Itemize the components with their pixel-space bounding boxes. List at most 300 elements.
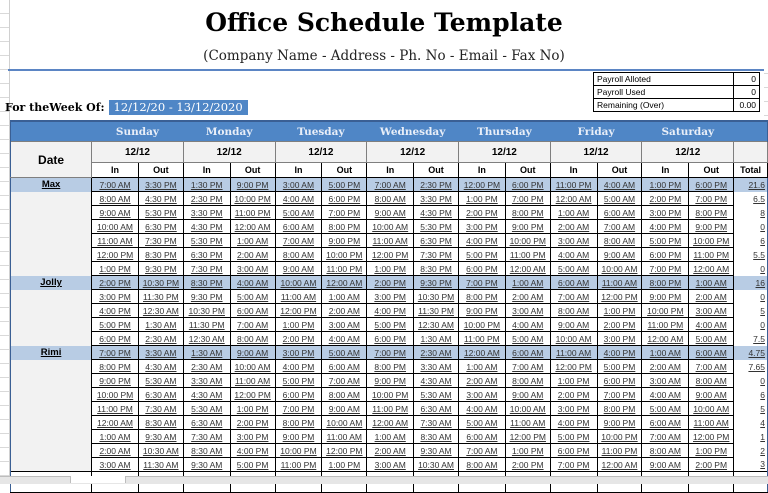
time-cell-sunday-in[interactable]: 7:00 AM <box>92 178 139 192</box>
employee-name-max[interactable]: Max <box>11 178 92 192</box>
time-cell-saturday-in[interactable]: 1:00 PM <box>642 178 689 192</box>
time-cell-wednesday-in[interactable]: 1:00 PM <box>367 262 414 276</box>
time-cell-wednesday-out[interactable]: 11:30 PM <box>414 304 459 318</box>
time-cell-monday-in[interactable]: 6:30 AM <box>183 416 230 430</box>
time-cell-monday-out[interactable]: 9:00 AM <box>230 346 275 360</box>
time-cell-monday-in[interactable]: 6:30 PM <box>183 248 230 262</box>
total-hours-cell[interactable]: 1 <box>734 430 768 444</box>
time-cell-tuesday-out[interactable]: 11:00 PM <box>322 262 367 276</box>
time-cell-monday-in[interactable]: 5:30 AM <box>183 402 230 416</box>
time-cell-thursday-in[interactable]: 12:00 AM <box>458 346 505 360</box>
total-hours-cell[interactable]: 7.5 <box>734 332 768 346</box>
time-cell-saturday-in[interactable]: 3:00 AM <box>642 374 689 388</box>
time-cell-saturday-in[interactable]: 3:00 PM <box>642 206 689 220</box>
time-cell-monday-out[interactable]: 3:00 PM <box>230 430 275 444</box>
time-cell-wednesday-out[interactable]: 2:30 AM <box>414 346 459 360</box>
time-cell-friday-out[interactable]: 10:00 AM <box>597 262 642 276</box>
time-cell-friday-in[interactable]: 2:00 PM <box>550 388 597 402</box>
time-cell-friday-out[interactable]: 5:00 PM <box>597 360 642 374</box>
time-cell-friday-in[interactable]: 4:00 PM <box>550 416 597 430</box>
time-cell-monday-in[interactable]: 7:30 PM <box>183 262 230 276</box>
time-cell-tuesday-in[interactable]: 4:00 PM <box>275 360 322 374</box>
time-cell-thursday-in[interactable]: 2:00 AM <box>458 374 505 388</box>
time-cell-wednesday-in[interactable]: 2:00 AM <box>367 444 414 458</box>
time-cell-monday-out[interactable]: 9:00 PM <box>230 178 275 192</box>
time-cell-wednesday-out[interactable]: 12:30 AM <box>414 318 459 332</box>
time-cell-tuesday-in[interactable]: 12:00 PM <box>275 304 322 318</box>
time-cell-saturday-out[interactable]: 5:00 AM <box>689 332 734 346</box>
time-cell-saturday-out[interactable]: 10:00 AM <box>689 402 734 416</box>
time-cell-wednesday-out[interactable]: 4:30 PM <box>414 206 459 220</box>
date-cell-monday[interactable]: 12/12 <box>183 142 275 163</box>
time-cell-sunday-out[interactable]: 11:30 AM <box>138 458 183 472</box>
time-cell-sunday-out[interactable]: 6:30 PM <box>138 220 183 234</box>
time-cell-wednesday-in[interactable]: 2:00 PM <box>367 276 414 290</box>
time-cell-monday-in[interactable]: 12:30 AM <box>183 332 230 346</box>
time-cell-wednesday-in[interactable]: 4:00 PM <box>367 304 414 318</box>
time-cell-sunday-in[interactable]: 9:00 AM <box>92 206 139 220</box>
time-cell-saturday-in[interactable]: 7:00 AM <box>642 430 689 444</box>
time-cell-monday-out[interactable]: 7:00 AM <box>230 318 275 332</box>
time-cell-thursday-in[interactable]: 4:00 AM <box>458 402 505 416</box>
time-cell-monday-in[interactable]: 8:30 AM <box>183 444 230 458</box>
time-cell-thursday-out[interactable]: 2:00 PM <box>505 458 550 472</box>
time-cell-monday-in[interactable]: 4:30 PM <box>183 220 230 234</box>
time-cell-wednesday-in[interactable]: 11:00 AM <box>367 234 414 248</box>
time-cell-thursday-out[interactable]: 6:00 PM <box>505 178 550 192</box>
time-cell-friday-out[interactable]: 7:00 PM <box>597 388 642 402</box>
time-cell-friday-in[interactable]: 11:00 PM <box>550 178 597 192</box>
time-cell-friday-in[interactable]: 12:00 PM <box>550 360 597 374</box>
time-cell-saturday-out[interactable]: 11:00 AM <box>689 416 734 430</box>
time-cell-friday-out[interactable]: 1:00 PM <box>597 304 642 318</box>
time-cell-wednesday-in[interactable]: 8:00 AM <box>367 192 414 206</box>
time-cell-wednesday-out[interactable]: 8:30 PM <box>414 262 459 276</box>
time-cell-thursday-out[interactable]: 11:00 AM <box>505 416 550 430</box>
time-cell-wednesday-out[interactable]: 9:30 AM <box>414 444 459 458</box>
time-cell-tuesday-in[interactable]: 3:00 AM <box>275 178 322 192</box>
time-cell-friday-out[interactable]: 3:00 PM <box>597 332 642 346</box>
time-cell-tuesday-out[interactable]: 10:00 PM <box>322 248 367 262</box>
time-cell-thursday-in[interactable]: 8:00 PM <box>458 290 505 304</box>
time-cell-thursday-out[interactable]: 5:00 AM <box>505 332 550 346</box>
time-cell-sunday-in[interactable]: 3:00 PM <box>92 290 139 304</box>
payroll-remaining-value[interactable]: 0.00 <box>734 99 760 112</box>
time-cell-wednesday-out[interactable]: 10:30 PM <box>414 290 459 304</box>
time-cell-monday-in[interactable]: 8:30 PM <box>183 276 230 290</box>
time-cell-saturday-in[interactable]: 11:00 PM <box>642 318 689 332</box>
time-cell-thursday-out[interactable]: 9:00 AM <box>505 388 550 402</box>
time-cell-thursday-in[interactable]: 2:00 PM <box>458 206 505 220</box>
time-cell-tuesday-in[interactable]: 5:00 PM <box>275 374 322 388</box>
time-cell-monday-in[interactable]: 9:30 PM <box>183 290 230 304</box>
date-cell-sunday[interactable]: 12/12 <box>92 142 184 163</box>
time-cell-thursday-in[interactable]: 4:00 PM <box>458 234 505 248</box>
time-cell-thursday-in[interactable]: 12:00 PM <box>458 178 505 192</box>
time-cell-tuesday-in[interactable]: 8:00 PM <box>275 416 322 430</box>
time-cell-monday-out[interactable]: 1:00 PM <box>230 402 275 416</box>
time-cell-sunday-in[interactable]: 8:00 PM <box>92 360 139 374</box>
time-cell-friday-out[interactable]: 12:00 AM <box>597 458 642 472</box>
time-cell-friday-out[interactable]: 6:00 AM <box>597 206 642 220</box>
time-cell-monday-in[interactable]: 1:30 AM <box>183 346 230 360</box>
time-cell-thursday-out[interactable]: 3:00 AM <box>505 304 550 318</box>
time-cell-thursday-out[interactable]: 7:00 PM <box>505 192 550 206</box>
time-cell-friday-in[interactable]: 11:00 AM <box>550 346 597 360</box>
time-cell-sunday-out[interactable]: 5:30 AM <box>138 374 183 388</box>
time-cell-wednesday-in[interactable]: 12:00 PM <box>367 248 414 262</box>
time-cell-saturday-out[interactable]: 4:00 AM <box>689 318 734 332</box>
total-hours-cell[interactable]: 0 <box>734 262 768 276</box>
time-cell-thursday-out[interactable]: 11:00 PM <box>505 248 550 262</box>
time-cell-thursday-in[interactable]: 6:00 AM <box>458 430 505 444</box>
time-cell-wednesday-in[interactable]: 6:00 PM <box>367 332 414 346</box>
time-cell-sunday-in[interactable]: 12:00 PM <box>92 248 139 262</box>
time-cell-saturday-out[interactable]: 9:00 PM <box>689 220 734 234</box>
total-hours-cell[interactable]: 0 <box>734 318 768 332</box>
time-cell-saturday-in[interactable]: 5:00 PM <box>642 234 689 248</box>
time-cell-wednesday-in[interactable]: 7:00 PM <box>367 346 414 360</box>
total-hours-cell[interactable]: 3 <box>734 458 768 472</box>
total-hours-cell[interactable]: 0 <box>734 220 768 234</box>
time-cell-tuesday-in[interactable]: 2:00 PM <box>275 332 322 346</box>
total-hours-cell[interactable]: 7.65 <box>734 360 768 374</box>
payroll-used-value[interactable]: 0 <box>734 86 760 99</box>
time-cell-wednesday-in[interactable]: 3:00 AM <box>367 458 414 472</box>
time-cell-tuesday-out[interactable]: 1:00 PM <box>322 458 367 472</box>
time-cell-thursday-out[interactable]: 6:00 AM <box>505 346 550 360</box>
time-cell-thursday-out[interactable]: 4:00 AM <box>505 318 550 332</box>
time-cell-monday-out[interactable]: 8:00 AM <box>230 332 275 346</box>
total-hours-cell[interactable]: 21.6 <box>734 178 768 192</box>
time-cell-sunday-out[interactable]: 4:30 AM <box>138 360 183 374</box>
time-cell-wednesday-in[interactable]: 5:00 PM <box>367 318 414 332</box>
time-cell-tuesday-out[interactable]: 9:00 AM <box>322 402 367 416</box>
time-cell-thursday-out[interactable]: 1:00 AM <box>505 276 550 290</box>
time-cell-wednesday-out[interactable]: 2:30 PM <box>414 178 459 192</box>
time-cell-monday-in[interactable]: 9:30 AM <box>183 458 230 472</box>
time-cell-monday-out[interactable]: 2:00 AM <box>230 248 275 262</box>
time-cell-thursday-out[interactable]: 12:00 AM <box>505 262 550 276</box>
time-cell-saturday-out[interactable]: 8:00 AM <box>689 374 734 388</box>
time-cell-saturday-out[interactable]: 6:00 AM <box>689 346 734 360</box>
time-cell-wednesday-out[interactable]: 7:30 AM <box>414 416 459 430</box>
time-cell-thursday-in[interactable]: 5:00 PM <box>458 248 505 262</box>
time-cell-sunday-out[interactable]: 10:30 PM <box>138 276 183 290</box>
time-cell-thursday-in[interactable]: 3:00 PM <box>458 220 505 234</box>
time-cell-tuesday-out[interactable]: 2:00 AM <box>322 304 367 318</box>
week-of-value[interactable]: 12/12/20 - 13/12/2020 <box>109 100 248 115</box>
time-cell-saturday-in[interactable]: 4:00 AM <box>642 388 689 402</box>
time-cell-thursday-in[interactable]: 5:00 AM <box>458 416 505 430</box>
time-cell-tuesday-in[interactable]: 1:00 PM <box>275 318 322 332</box>
time-cell-sunday-out[interactable]: 4:30 PM <box>138 192 183 206</box>
time-cell-tuesday-in[interactable]: 6:00 AM <box>275 220 322 234</box>
time-cell-saturday-out[interactable]: 12:00 PM <box>689 430 734 444</box>
time-cell-saturday-in[interactable]: 5:00 AM <box>642 402 689 416</box>
time-cell-thursday-out[interactable]: 8:00 PM <box>505 206 550 220</box>
time-cell-friday-in[interactable]: 2:00 AM <box>550 220 597 234</box>
time-cell-monday-in[interactable]: 4:30 AM <box>183 388 230 402</box>
time-cell-monday-out[interactable]: 4:00 PM <box>230 444 275 458</box>
time-cell-thursday-out[interactable]: 10:00 AM <box>505 402 550 416</box>
time-cell-friday-in[interactable]: 6:00 AM <box>550 276 597 290</box>
time-cell-thursday-in[interactable]: 7:00 PM <box>458 276 505 290</box>
time-cell-sunday-in[interactable]: 4:00 PM <box>92 304 139 318</box>
time-cell-wednesday-out[interactable]: 3:30 AM <box>414 360 459 374</box>
time-cell-saturday-in[interactable]: 9:00 PM <box>642 290 689 304</box>
time-cell-wednesday-in[interactable]: 3:00 PM <box>367 290 414 304</box>
time-cell-tuesday-out[interactable]: 8:00 AM <box>322 388 367 402</box>
time-cell-wednesday-out[interactable]: 5:30 PM <box>414 220 459 234</box>
time-cell-thursday-in[interactable]: 3:00 AM <box>458 388 505 402</box>
time-cell-friday-in[interactable]: 10:00 AM <box>550 332 597 346</box>
time-cell-tuesday-in[interactable]: 6:00 PM <box>275 388 322 402</box>
time-cell-thursday-out[interactable]: 7:00 AM <box>505 360 550 374</box>
time-cell-sunday-in[interactable]: 10:00 AM <box>92 220 139 234</box>
total-hours-cell[interactable]: 16 <box>734 276 768 290</box>
time-cell-sunday-out[interactable]: 2:30 AM <box>138 332 183 346</box>
time-cell-saturday-out[interactable]: 1:00 AM <box>689 276 734 290</box>
time-cell-sunday-in[interactable]: 2:00 PM <box>92 276 139 290</box>
time-cell-thursday-in[interactable]: 6:00 PM <box>458 262 505 276</box>
time-cell-wednesday-out[interactable]: 8:30 AM <box>414 430 459 444</box>
time-cell-sunday-in[interactable]: 7:00 PM <box>92 346 139 360</box>
time-cell-tuesday-out[interactable]: 4:00 AM <box>322 332 367 346</box>
time-cell-wednesday-out[interactable]: 6:30 AM <box>414 402 459 416</box>
time-cell-friday-out[interactable]: 7:00 AM <box>597 220 642 234</box>
time-cell-sunday-out[interactable]: 3:30 AM <box>138 346 183 360</box>
time-cell-wednesday-out[interactable]: 1:30 AM <box>414 332 459 346</box>
time-cell-sunday-in[interactable]: 6:00 PM <box>92 332 139 346</box>
time-cell-sunday-out[interactable]: 8:30 AM <box>138 416 183 430</box>
time-cell-sunday-in[interactable]: 5:00 PM <box>92 318 139 332</box>
time-cell-friday-out[interactable]: 6:00 PM <box>597 374 642 388</box>
total-hours-cell[interactable]: 0 <box>734 290 768 304</box>
total-hours-cell[interactable]: 8 <box>734 206 768 220</box>
time-cell-saturday-out[interactable]: 7:00 AM <box>689 360 734 374</box>
total-hours-cell[interactable]: 4.75 <box>734 346 768 360</box>
time-cell-wednesday-in[interactable]: 11:00 PM <box>367 402 414 416</box>
time-cell-tuesday-out[interactable]: 7:00 PM <box>322 206 367 220</box>
time-cell-tuesday-in[interactable]: 11:00 AM <box>275 290 322 304</box>
date-cell-saturday[interactable]: 12/12 <box>642 142 734 163</box>
time-cell-sunday-in[interactable]: 2:00 AM <box>92 444 139 458</box>
time-cell-friday-out[interactable]: 9:00 PM <box>597 416 642 430</box>
date-cell-tuesday[interactable]: 12/12 <box>275 142 367 163</box>
time-cell-thursday-out[interactable]: 2:00 AM <box>505 290 550 304</box>
time-cell-sunday-in[interactable]: 1:00 PM <box>92 262 139 276</box>
time-cell-thursday-out[interactable]: 12:00 PM <box>505 430 550 444</box>
time-cell-sunday-out[interactable]: 5:30 PM <box>138 206 183 220</box>
time-cell-sunday-in[interactable]: 1:00 AM <box>92 430 139 444</box>
time-cell-monday-in[interactable]: 1:30 PM <box>183 178 230 192</box>
time-cell-saturday-in[interactable]: 9:00 AM <box>642 458 689 472</box>
total-hours-cell[interactable]: 0 <box>734 374 768 388</box>
time-cell-friday-out[interactable]: 11:00 AM <box>597 276 642 290</box>
time-cell-monday-out[interactable]: 11:00 PM <box>230 206 275 220</box>
time-cell-sunday-in[interactable]: 3:00 AM <box>92 458 139 472</box>
time-cell-friday-out[interactable]: 11:00 PM <box>597 444 642 458</box>
time-cell-wednesday-in[interactable]: 1:00 AM <box>367 430 414 444</box>
time-cell-sunday-in[interactable]: 8:00 AM <box>92 192 139 206</box>
time-cell-thursday-in[interactable]: 10:00 PM <box>458 318 505 332</box>
time-cell-wednesday-in[interactable]: 8:00 PM <box>367 360 414 374</box>
time-cell-friday-in[interactable]: 7:00 PM <box>550 458 597 472</box>
time-cell-friday-in[interactable]: 5:00 AM <box>550 262 597 276</box>
total-hours-cell[interactable]: 5.5 <box>734 248 768 262</box>
time-cell-sunday-out[interactable]: 6:30 AM <box>138 388 183 402</box>
time-cell-wednesday-in[interactable]: 9:00 AM <box>367 206 414 220</box>
time-cell-friday-out[interactable]: 9:00 AM <box>597 248 642 262</box>
time-cell-wednesday-in[interactable]: 12:00 AM <box>367 416 414 430</box>
time-cell-thursday-in[interactable]: 11:00 PM <box>458 332 505 346</box>
time-cell-wednesday-out[interactable]: 7:30 PM <box>414 248 459 262</box>
time-cell-saturday-in[interactable]: 2:00 PM <box>642 192 689 206</box>
time-cell-sunday-out[interactable]: 9:30 PM <box>138 262 183 276</box>
time-cell-friday-out[interactable]: 10:00 PM <box>597 430 642 444</box>
time-cell-saturday-in[interactable]: 4:00 PM <box>642 220 689 234</box>
time-cell-monday-in[interactable]: 2:30 AM <box>183 360 230 374</box>
time-cell-monday-out[interactable]: 10:00 AM <box>230 360 275 374</box>
total-hours-cell[interactable]: 6 <box>734 234 768 248</box>
employee-name-rimi[interactable]: Rimi <box>11 346 92 360</box>
sheet-tab-active[interactable] <box>70 476 126 483</box>
total-hours-cell[interactable]: 2 <box>734 444 768 458</box>
time-cell-monday-out[interactable]: 5:00 AM <box>230 290 275 304</box>
time-cell-friday-in[interactable]: 12:00 AM <box>550 192 597 206</box>
time-cell-thursday-out[interactable]: 8:00 AM <box>505 374 550 388</box>
time-cell-thursday-in[interactable]: 8:00 AM <box>458 458 505 472</box>
time-cell-friday-in[interactable]: 5:00 PM <box>550 430 597 444</box>
time-cell-sunday-in[interactable]: 12:00 AM <box>92 416 139 430</box>
time-cell-wednesday-out[interactable]: 4:30 AM <box>414 374 459 388</box>
time-cell-monday-out[interactable]: 12:00 PM <box>230 388 275 402</box>
time-cell-tuesday-out[interactable]: 8:00 PM <box>322 220 367 234</box>
time-cell-tuesday-in[interactable]: 7:00 PM <box>275 402 322 416</box>
time-cell-wednesday-out[interactable]: 10:30 AM <box>414 458 459 472</box>
time-cell-wednesday-out[interactable]: 9:30 PM <box>414 276 459 290</box>
time-cell-wednesday-out[interactable]: 3:30 PM <box>414 192 459 206</box>
time-cell-tuesday-out[interactable]: 9:00 PM <box>322 234 367 248</box>
time-cell-saturday-in[interactable]: 12:00 AM <box>642 332 689 346</box>
time-cell-wednesday-in[interactable]: 10:00 AM <box>367 220 414 234</box>
time-cell-monday-out[interactable]: 2:00 PM <box>230 416 275 430</box>
time-cell-tuesday-out[interactable]: 5:00 PM <box>322 178 367 192</box>
time-cell-saturday-out[interactable]: 2:00 PM <box>689 458 734 472</box>
time-cell-monday-in[interactable]: 3:30 AM <box>183 374 230 388</box>
time-cell-saturday-out[interactable]: 6:00 PM <box>689 178 734 192</box>
time-cell-saturday-in[interactable]: 6:00 AM <box>642 416 689 430</box>
time-cell-monday-out[interactable]: 4:00 AM <box>230 276 275 290</box>
time-cell-friday-in[interactable]: 8:00 AM <box>550 304 597 318</box>
time-cell-sunday-out[interactable]: 3:30 PM <box>138 178 183 192</box>
time-cell-sunday-out[interactable]: 12:30 AM <box>138 304 183 318</box>
time-cell-saturday-out[interactable]: 11:00 PM <box>689 248 734 262</box>
time-cell-monday-in[interactable]: 10:30 PM <box>183 304 230 318</box>
time-cell-saturday-in[interactable]: 2:00 AM <box>642 360 689 374</box>
time-cell-tuesday-in[interactable]: 4:00 AM <box>275 192 322 206</box>
time-cell-tuesday-out[interactable]: 1:00 AM <box>322 290 367 304</box>
time-cell-wednesday-in[interactable]: 10:00 PM <box>367 388 414 402</box>
time-cell-friday-out[interactable]: 8:00 AM <box>597 234 642 248</box>
time-cell-tuesday-out[interactable]: 12:00 AM <box>322 276 367 290</box>
time-cell-monday-in[interactable]: 5:30 PM <box>183 234 230 248</box>
time-cell-sunday-out[interactable]: 11:30 PM <box>138 290 183 304</box>
time-cell-friday-in[interactable]: 1:00 AM <box>550 206 597 220</box>
time-cell-monday-in[interactable]: 7:30 AM <box>183 430 230 444</box>
time-cell-friday-in[interactable]: 4:00 AM <box>550 248 597 262</box>
time-cell-sunday-in[interactable]: 11:00 PM <box>92 402 139 416</box>
time-cell-thursday-in[interactable]: 1:00 PM <box>458 192 505 206</box>
time-cell-sunday-in[interactable]: 9:00 PM <box>92 374 139 388</box>
time-cell-saturday-out[interactable]: 7:00 PM <box>689 192 734 206</box>
time-cell-thursday-out[interactable]: 1:00 PM <box>505 444 550 458</box>
date-cell-friday[interactable]: 12/12 <box>550 142 642 163</box>
time-cell-tuesday-in[interactable]: 7:00 AM <box>275 234 322 248</box>
time-cell-friday-out[interactable]: 12:00 PM <box>597 290 642 304</box>
time-cell-wednesday-out[interactable]: 5:30 AM <box>414 388 459 402</box>
time-cell-sunday-out[interactable]: 1:30 AM <box>138 318 183 332</box>
total-hours-cell[interactable]: 6.5 <box>734 192 768 206</box>
time-cell-tuesday-out[interactable]: 6:00 PM <box>322 192 367 206</box>
time-cell-monday-out[interactable]: 5:00 PM <box>230 458 275 472</box>
time-cell-tuesday-in[interactable]: 9:00 AM <box>275 262 322 276</box>
total-hours-cell[interactable]: 5 <box>734 304 768 318</box>
time-cell-wednesday-in[interactable]: 9:00 PM <box>367 374 414 388</box>
time-cell-sunday-out[interactable]: 9:30 AM <box>138 430 183 444</box>
time-cell-sunday-out[interactable]: 7:30 PM <box>138 234 183 248</box>
time-cell-thursday-in[interactable]: 9:00 PM <box>458 304 505 318</box>
time-cell-friday-out[interactable]: 5:00 AM <box>597 192 642 206</box>
time-cell-saturday-in[interactable]: 6:00 PM <box>642 248 689 262</box>
time-cell-tuesday-out[interactable]: 12:00 PM <box>322 444 367 458</box>
time-cell-monday-out[interactable]: 3:00 AM <box>230 262 275 276</box>
time-cell-monday-out[interactable]: 10:00 PM <box>230 192 275 206</box>
time-cell-friday-in[interactable]: 1:00 PM <box>550 374 597 388</box>
time-cell-tuesday-in[interactable]: 10:00 PM <box>275 444 322 458</box>
time-cell-friday-out[interactable]: 4:00 PM <box>597 346 642 360</box>
time-cell-monday-in[interactable]: 2:30 PM <box>183 192 230 206</box>
time-cell-saturday-in[interactable]: 10:00 PM <box>642 304 689 318</box>
time-cell-wednesday-in[interactable]: 7:00 AM <box>367 178 414 192</box>
time-cell-friday-out[interactable]: 2:00 PM <box>597 318 642 332</box>
time-cell-saturday-in[interactable]: 7:00 PM <box>642 262 689 276</box>
payroll-alloted-value[interactable]: 0 <box>734 73 760 86</box>
time-cell-tuesday-in[interactable]: 10:00 AM <box>275 276 322 290</box>
time-cell-friday-in[interactable]: 6:00 PM <box>550 444 597 458</box>
time-cell-tuesday-in[interactable]: 8:00 AM <box>275 248 322 262</box>
time-cell-monday-out[interactable]: 1:00 AM <box>230 234 275 248</box>
time-cell-monday-out[interactable]: 11:00 AM <box>230 374 275 388</box>
time-cell-sunday-out[interactable]: 7:30 AM <box>138 402 183 416</box>
time-cell-friday-out[interactable]: 8:00 PM <box>597 402 642 416</box>
time-cell-friday-in[interactable]: 3:00 PM <box>550 402 597 416</box>
time-cell-thursday-in[interactable]: 1:00 AM <box>458 360 505 374</box>
time-cell-tuesday-out[interactable]: 7:00 AM <box>322 374 367 388</box>
time-cell-saturday-out[interactable]: 9:00 AM <box>689 388 734 402</box>
time-cell-saturday-in[interactable]: 8:00 PM <box>642 276 689 290</box>
time-cell-thursday-out[interactable]: 10:00 PM <box>505 234 550 248</box>
time-cell-monday-out[interactable]: 12:00 AM <box>230 220 275 234</box>
time-cell-tuesday-out[interactable]: 10:00 AM <box>322 416 367 430</box>
time-cell-monday-in[interactable]: 3:30 PM <box>183 206 230 220</box>
time-cell-tuesday-out[interactable]: 6:00 AM <box>322 360 367 374</box>
time-cell-tuesday-out[interactable]: 3:00 AM <box>322 318 367 332</box>
time-cell-thursday-in[interactable]: 7:00 AM <box>458 444 505 458</box>
time-cell-saturday-in[interactable]: 8:00 AM <box>642 444 689 458</box>
time-cell-friday-in[interactable]: 3:00 AM <box>550 234 597 248</box>
